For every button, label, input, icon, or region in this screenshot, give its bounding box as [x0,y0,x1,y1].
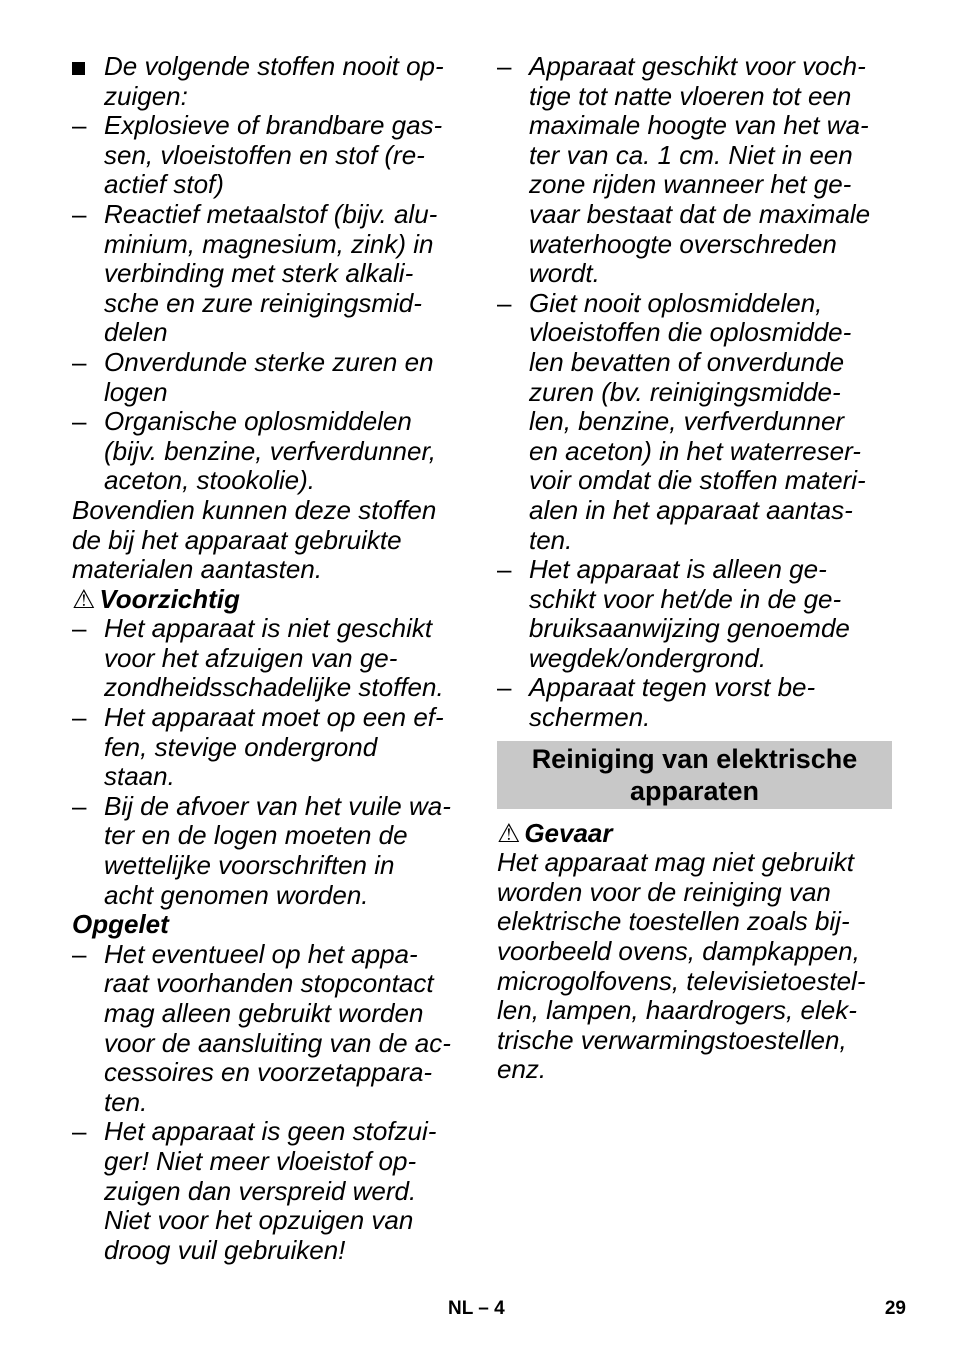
dash-marker: – [72,406,87,437]
list-item-text: Het apparaat is alleen ge- schikt voor het/de in de ge- bruiksaanwijzing genoemde wegdek/ondergrond. [529,554,850,673]
warning-triangle-icon: ⚠ [72,583,96,614]
square-bullet-icon [72,52,104,82]
list-item [72,407,472,496]
dash-marker: – [497,287,512,318]
list-item [72,1117,472,1265]
list-item [72,940,472,1118]
list-item [72,703,472,792]
dash-marker: – [72,938,87,969]
list-item [72,614,472,703]
right-column [497,52,892,1085]
list-item-text: Het apparaat moet op een ef- fen, stevige ondergrond staan. [104,702,444,792]
footer-language: NL [448,1298,473,1319]
attention-heading: Opgelet [72,909,169,940]
list-item [72,792,472,910]
page-number: 29 [884,1298,906,1319]
caution-heading-label: Voorzichtig [99,583,240,614]
list-item-text: Bij de afvoer van het vuile wa- ter en de logen moeten de wettelijke voorschriften in acht genomen worden. [104,790,451,910]
dash-marker: – [497,554,512,585]
list-item [497,555,892,673]
danger-heading [497,819,892,849]
dash-marker: – [72,346,87,377]
left-column [72,52,472,1265]
list-item [497,52,892,289]
list-item-text: Reactief metaalstof (bijv. alu- minium, magnesium, zink) in verbinding met sterk alkali- sche en zure reinigingsmid- delen [104,198,438,348]
dash-marker: – [72,702,87,733]
dash-marker: – [72,613,87,644]
danger-heading-label: Gevaar [524,817,613,848]
list-item [72,200,472,348]
list-item-text: Explosieve of brandbare gas- sen, vloeistoffen en stof (re- actief stof) [104,110,443,200]
danger-paragraph: Het apparaat mag niet gebruikt worden voor de reiniging van elektrische toestellen zoals bij- voorbeeld ovens, dampkappen, microgolfovens, televisietoestel- len, lampen, haardrogers, elek- trische verwarmingstoestellen, enz. [497,847,866,1085]
list-item-text: Apparaat geschikt voor voch- tige tot natte vloeren tot een maximale hoogte van het wa- ter van ca. 1 cm. Niet in een zone rijden wanneer het ge- vaar bestaat dat de maximale waterhoogte overschreden wordt. [529,51,871,289]
list-item-text: Giet nooit oplosmiddelen, vloeistoffen die oplosmidde- len bevatten of onverdunde zuren (bv. reinigingsmidde- len, benzine, verfverdunner en aceton) in het waterreser- voir omdat die stoffen materi- alen in het apparaat aantas- ten. [529,287,866,555]
section-title: Reiniging van elektrische apparaten [497,741,892,809]
dash-marker: – [72,110,87,141]
dash-marker: – [72,790,87,821]
footer-dash: – [478,1298,489,1319]
list-item [72,111,472,200]
list-item-text: Organische oplosmiddelen (bijv. benzine, verfverdunner, aceton, stookolie). [104,406,436,496]
dash-marker: – [72,198,87,229]
list-item-text: Het apparaat is niet geschikt voor het afzuigen van ge- zondheidsschadelijke stoffen. [104,613,444,703]
list-item-text: Apparaat tegen vorst be- schermen. [529,672,816,733]
intro-text: De volgende stoffen nooit op- zuigen: [104,51,444,111]
bullet-item-intro [72,52,472,111]
dash-marker: – [72,1116,87,1147]
footer-section-page: 4 [494,1298,505,1319]
paragraph-text: Bovendien kunnen deze stoffen de bij het apparaat gebruikte materialen aantasten. [72,494,437,585]
list-item-text: Onverdunde sterke zuren en logen [104,346,434,407]
list-item [497,289,892,555]
list-item-text: Het eventueel op het appa- raat voorhanden stopcontact mag alleen gebruikt worden voor de aansluiting van de ac- cessoires en voorzetappara- ten. [104,938,451,1117]
caution-heading [72,585,472,615]
footer-section-label [448,1298,505,1320]
list-item [497,673,892,732]
dash-marker: – [497,672,512,703]
warning-triangle-icon: ⚠ [497,817,521,848]
list-item-text: Het apparaat is geen stofzui- ger! Niet meer vloeistof op- zuigen dan verspreid werd. Niet voor het opzuigen van droog vuil gebruiken! [104,1116,437,1265]
dash-marker: – [497,51,512,81]
list-item [72,348,472,407]
